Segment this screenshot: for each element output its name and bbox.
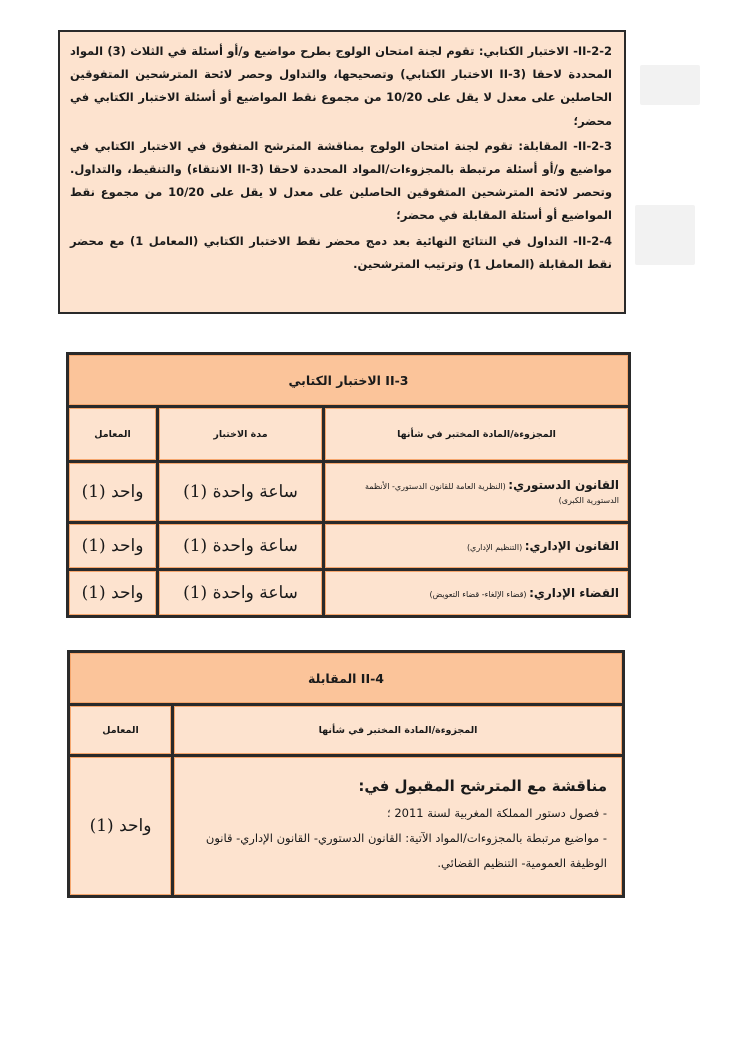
- paragraph-label: II-2-4- التداول في النتائج النهائية: [415, 233, 612, 248]
- subject-cell: [325, 571, 628, 615]
- header-subject: المجزوءة/المادة المختبر في شأنها: [325, 408, 628, 460]
- subject-detail: (قضاء الإلغاء- قضاء التعويض): [429, 590, 530, 599]
- table-row: [70, 757, 622, 895]
- header-coefficient: المعامل: [70, 706, 171, 754]
- duration-cell: ساعة واحدة (1): [159, 463, 322, 521]
- interview-item: - مواضيع مرتبطة بالمجزوءات/المواد الآتية: القانون الدستوري- القانون الإداري- قانون الوظيفة العمومية- التنظيم القضائي.: [205, 830, 607, 870]
- bleed-through-mark: [640, 65, 700, 105]
- subject-cell: [325, 463, 628, 521]
- bleed-through-mark: [635, 205, 695, 265]
- table-title: II-4 المقابلة: [70, 653, 622, 703]
- subject-detail: (التنظيم الإداري): [466, 543, 525, 552]
- header-coefficient: المعامل: [69, 408, 156, 460]
- coefficient-cell: واحد (1): [69, 571, 156, 615]
- paragraph-interview: [70, 135, 612, 228]
- subject-name: القانون الإداري:: [524, 539, 619, 553]
- paragraph-label: II-2-3- المقابلة:: [518, 138, 612, 153]
- exam-procedure-box: [58, 30, 626, 314]
- interview-content: [174, 757, 622, 895]
- header-duration: مدة الاختبار: [159, 408, 322, 460]
- paragraph-label: II-2-2- الاختبار الكتابي:: [478, 44, 612, 58]
- table-row: [69, 571, 628, 615]
- paragraph-text: بعد دمج محضر نقط الاختبار الكتابي (المعامل 1) مع محضر نقط المقابلة (المعامل 1) وترتيب المترشحين.: [70, 233, 612, 271]
- coefficient-cell: واحد (1): [70, 757, 171, 895]
- interview-item: - فصول دستور المملكة المغربية لسنة 2011 ؛: [387, 805, 607, 820]
- table-title: II-3 الاختبار الكتابي: [69, 355, 628, 405]
- subject-detail: (النظرية العامة للقانون الدستوري- الأنظمة الدستورية الكبرى): [364, 482, 619, 505]
- paragraph-deliberation: [70, 230, 612, 276]
- subject-cell: [325, 524, 628, 568]
- duration-cell: ساعة واحدة (1): [159, 524, 322, 568]
- subject-name: القضاء الإداري:: [529, 586, 619, 600]
- interview-table: [67, 650, 625, 898]
- table-row: [69, 524, 628, 568]
- paragraph-text: تقوم لجنة امتحان الولوج بطرح مواضيع و/أو أسئلة في الثلاث (3) المواد المحددة لاحقا (II-3 الاختبار الكتابي) وتصحيحها، والتداول وحصر لائحة المترشحين المتفوقين الحاصلين على معدل لا يقل على 10/20 من مجموع نقط المواضيع أو أسئلة الاختبار الكتابي في محضر؛: [70, 44, 613, 128]
- paragraph-written-exam: [70, 40, 612, 133]
- written-exam-table: [66, 352, 631, 618]
- paragraph-text: تقوم لجنة امتحان الولوج بمناقشة المترشح المتفوق في الاختبار الكتابي في مواضيع و/أو أسئلة مرتبطة بالمجزوءات/المواد المحددة لاحقا (II-3 الانتقاء) والتنقيط، والتداول. وتحصر لائحة المترشحين المتفوقين الحاصلين على معدل لا يقل على 10/20 من مجموع نقط المواضيع أو أسئلة المقابلة في محضر؛: [70, 138, 613, 223]
- interview-lead: مناقشة مع المترشح المقبول في:: [358, 776, 607, 795]
- subject-name: القانون الدستوري:: [508, 478, 619, 492]
- coefficient-cell: واحد (1): [69, 524, 156, 568]
- header-subject: المجزوءة/المادة المختبر في شأنها: [174, 706, 622, 754]
- duration-cell: ساعة واحدة (1): [159, 571, 322, 615]
- coefficient-cell: واحد (1): [69, 463, 156, 521]
- table-row: [69, 463, 628, 521]
